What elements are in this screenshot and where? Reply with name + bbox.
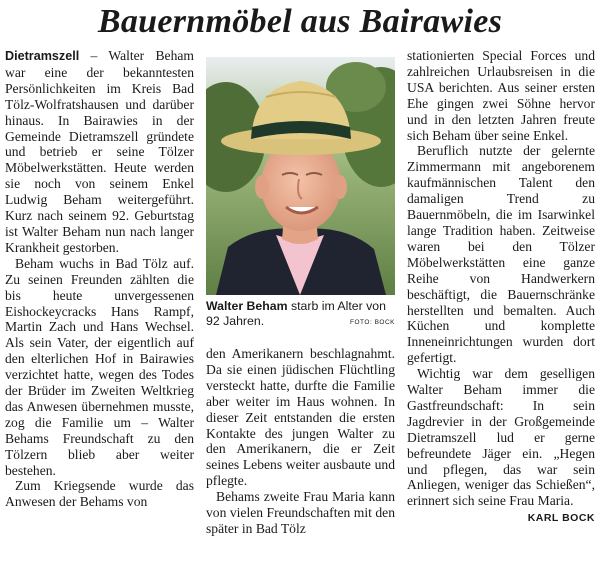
paragraph-4b: stationierten Special Forces und zahlreichen Urlaubsreisen in die USA berichten. Aus seiner ersten Ehe gingen zwei Söhne hervor und in den letzten Jahren freute sich Beham über seine Enkel.	[407, 48, 595, 143]
paragraph-2: Beham wuchs in Bad Tölz auf. Zu seinen Freunden zählten die bis heute unvergessenen Eishockeycracks Hans Rampf, Martin Zach und Hans Wechsel. Als sein Vater, der eigentlich auf den elterlichen Hof in Bairawies verzichtet hatte, wegen des Todes der Brüder im Zweiten Weltkrieg das Anwesen übernehmen musste, zog die Familie um – Walter Behams Freundschaft zu den Tölzern blieb aber weiter bestehen.	[5, 255, 194, 478]
column-3	[407, 48, 595, 527]
dateline: Dietramszell	[5, 49, 80, 63]
paragraph-5: Beruflich nutzte der gelernte Zimmermann mit angeborenem kaufmännischen Talent den damaligen Trend zu Bauernmöbeln, die im Isarwinkel lange Tradition haben. Zeitweise waren bei den Tölzer Möbelwerkstätten eine ganze Reihe von Handwerkern beschäftigt, die Bauernschränke herstellten und bemalten. Auch Küchen und komplette Inneneinrichtungen wurden dort gefertigt.	[407, 143, 595, 366]
column-1	[5, 48, 194, 510]
paragraph-6-text: Wichtig war dem geselligen Walter Beham immer die Gastfreundschaft: In sein Jagdrevier in der Großgemeinde Dietramszell lud er gerne befreundete Jäger ein. „Hegen und pflegen, das war sein Anliegen, weniger das Schießen“, erinnert sich seine Frau Maria.	[407, 366, 595, 509]
paragraph-1	[5, 48, 194, 256]
paragraph-4a: Behams zweite Frau Maria kann von vielen Freundschaften mit den später in Bad Tölz	[206, 489, 395, 536]
paragraph-1-text: – Walter Beham war eine der bekanntesten Persönlichkeiten im Kreis Bad Tölz-Wolfratshausen und darüber hinaus. In Bairawies in der Gemeinde Dietramszell gründete und betrieb er seine Tölzer Möbelwerkstätten. Heute werden sie noch von seinem Enkel Ludwig Beham weitergeführt. Kurz nach seinem 92. Geburtstag ist Walter Beham nun nach langer Krankheit gestorben.	[5, 48, 194, 255]
portrait-photo	[206, 57, 395, 295]
caption-name: Walter Beham	[206, 299, 288, 313]
paragraph-3b: den Amerikanern beschlagnahmt. Da sie einen jüdischen Flüchtling versteckt hatte, durfte die Familie aber weiter im Haus wohnen. In dieser Zeit entstanden die ersten Kontakte des jungen Walter zu den Amerikanern, die er Zeit seines Lebens weiter ausbaute und pflegte.	[206, 346, 395, 489]
paragraph-6	[407, 366, 595, 525]
photo-credit: FOTO: BOCK	[350, 319, 395, 326]
byline: KARL BOCK	[527, 512, 595, 525]
headline: Bauernmöbel aus Bairawies	[97, 3, 503, 40]
paragraph-3a: Zum Kriegsende wurde das Anwesen der Behams von	[5, 478, 194, 510]
column-2	[206, 346, 395, 537]
caption-text: starb im Alter von 92 Jahren.	[206, 299, 386, 328]
portrait-image	[206, 57, 395, 295]
photo-caption	[206, 299, 395, 329]
